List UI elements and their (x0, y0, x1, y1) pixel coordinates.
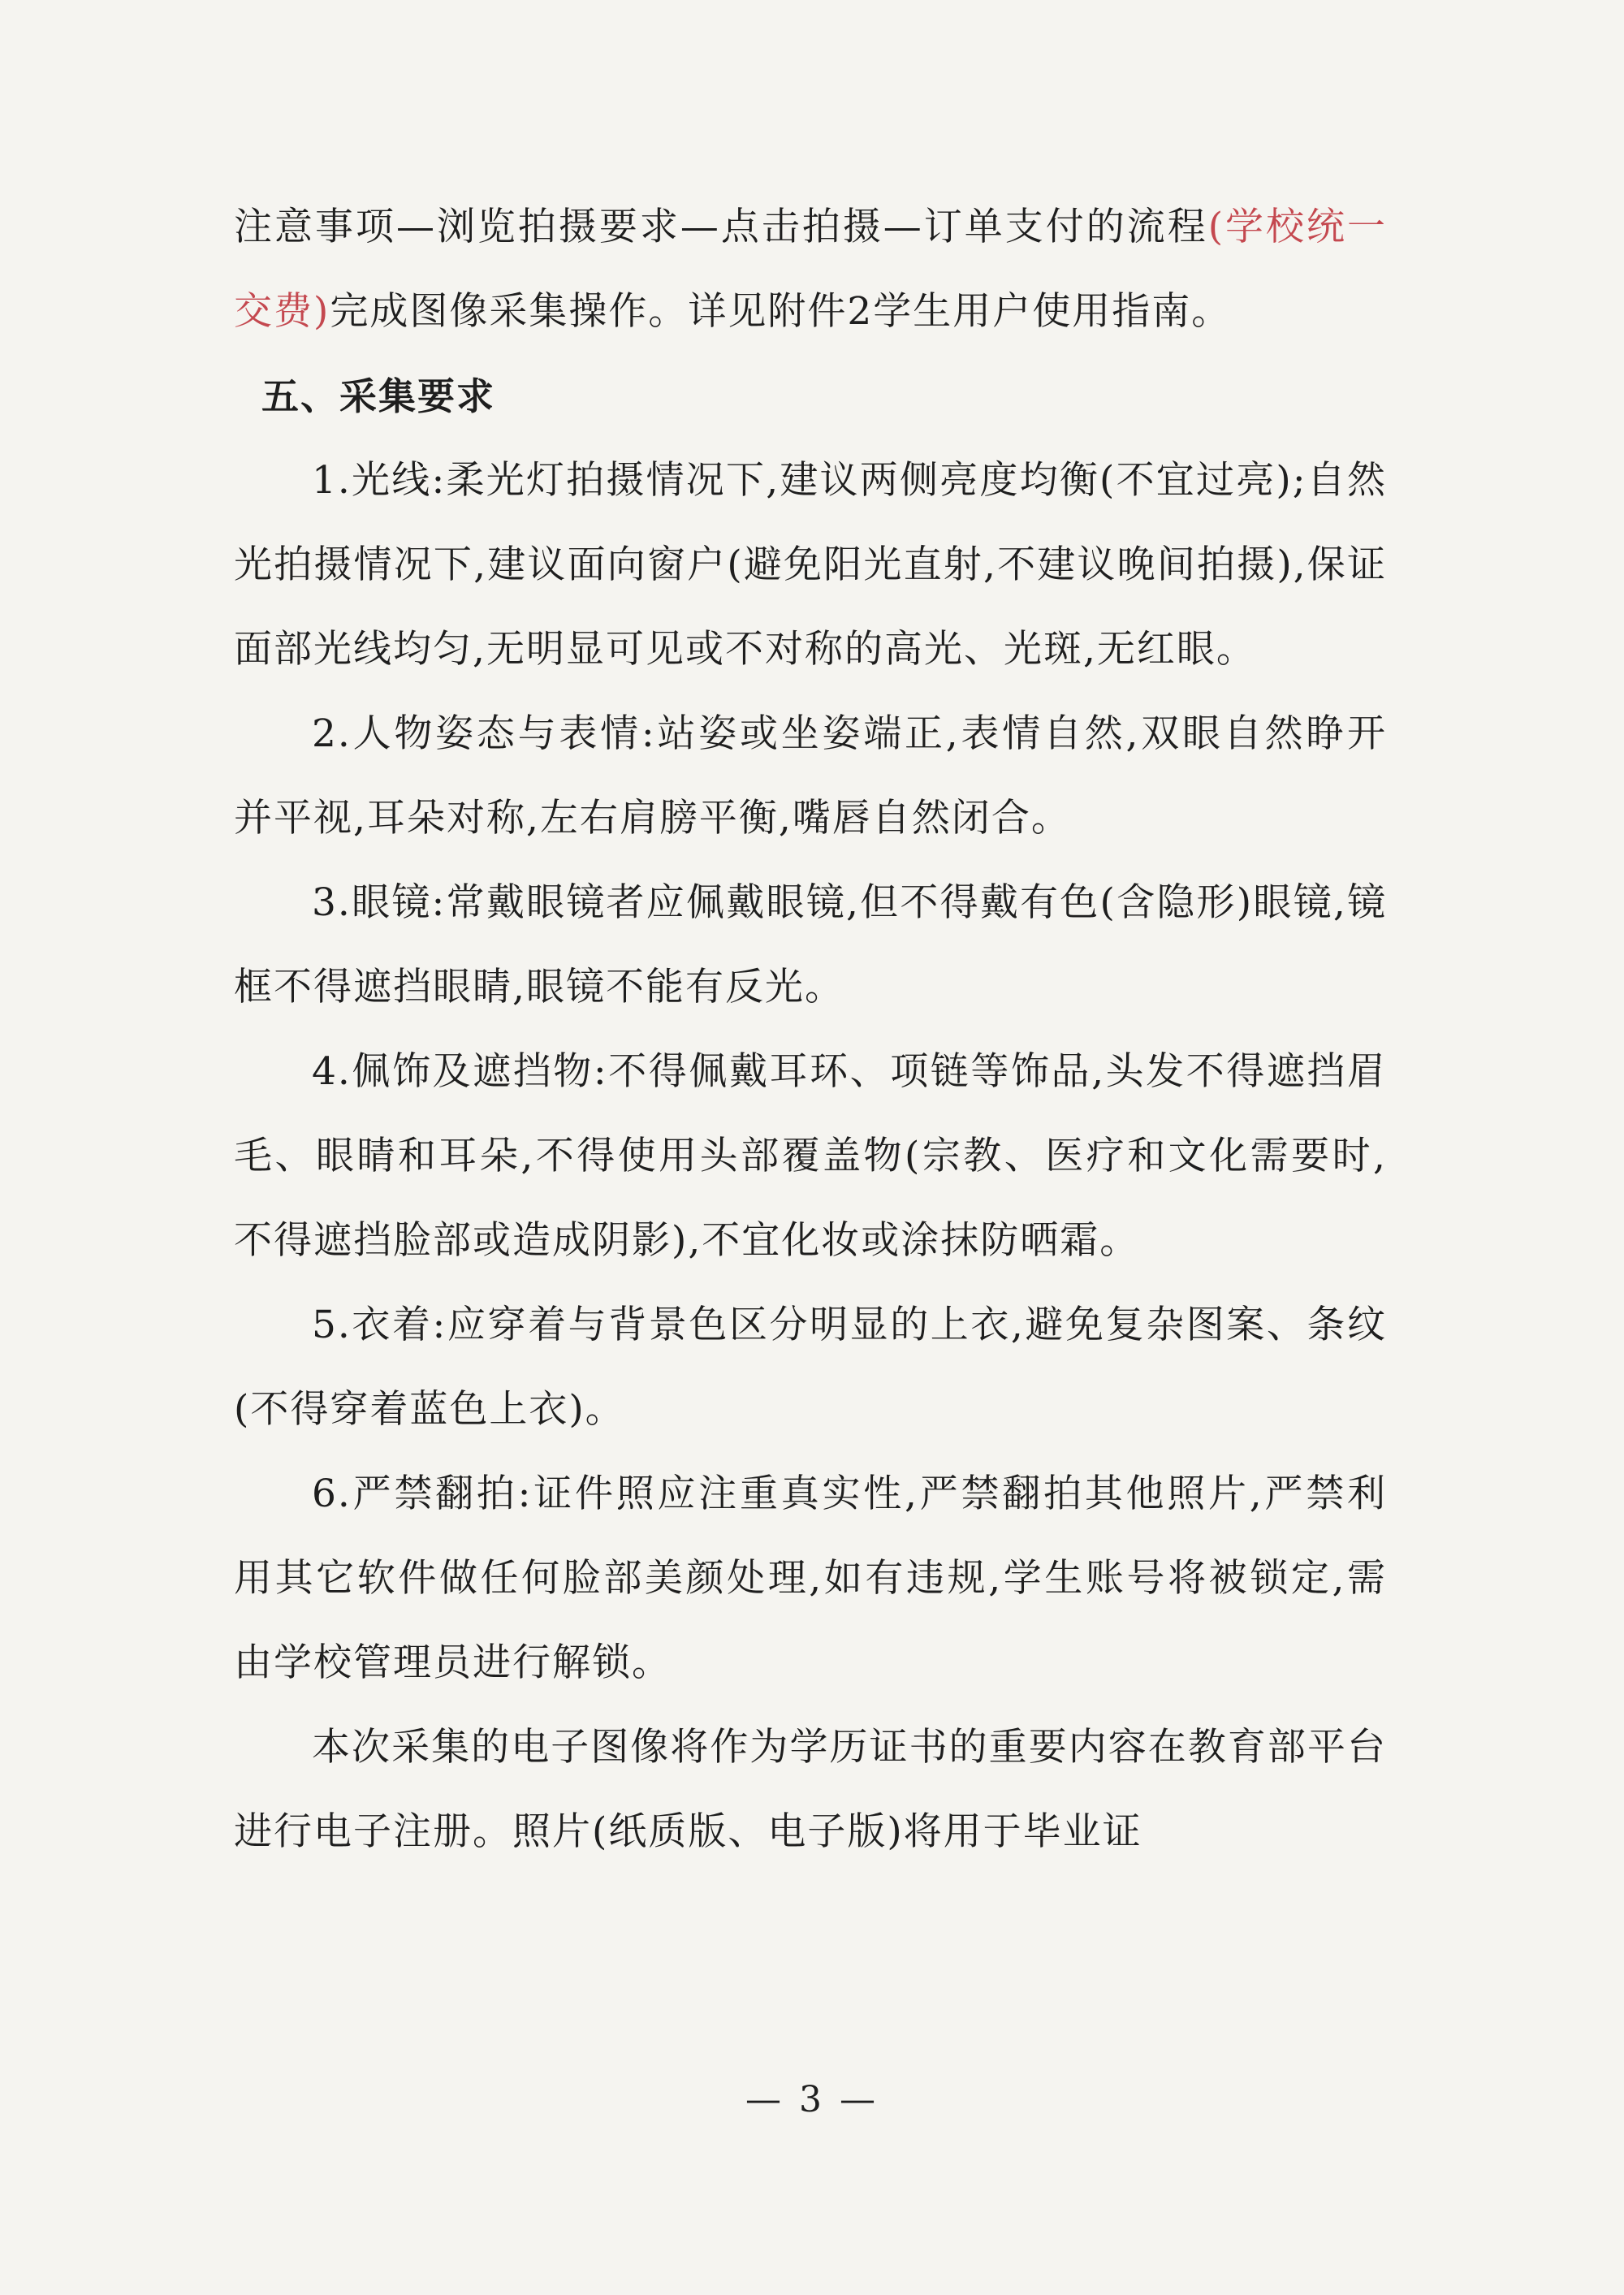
requirement-glasses: 3.眼镜:常戴眼镜者应佩戴眼镜,但不得戴有色(含隐形)眼镜,镜框不得遮挡眼睛,眼镜不能有反光。 (234, 880, 1387, 1009)
section-heading: 五、采集要求 (261, 374, 495, 418)
document-body (234, 185, 1387, 1874)
requirement-clothing: 5.衣着:应穿着与背景色区分明显的上衣,避免复杂图案、条纹(不得穿着蓝色上衣)。 (234, 1303, 1387, 1432)
intro-highlight: (学校统一交费) (234, 205, 1388, 334)
requirement-lighting: 1.光线:柔光灯拍摄情况下,建议两侧亮度均衡(不宜过亮);自然光拍摄情况下,建议面向窗户(避免阳光直射,不建议晚间拍摄),保证面部光线均匀,无明显可见或不对称的高光、光斑,无红眼。 (234, 458, 1387, 672)
intro-text: 注意事项—浏览拍摄要求—点击拍摄—订单支付的流程 (234, 205, 1208, 249)
requirement-accessories: 4.佩饰及遮挡物:不得佩戴耳环、项链等饰品,头发不得遮挡眉毛、眼睛和耳朵,不得使用头部覆盖物(宗教、医疗和文化需要时,不得遮挡脸部或造成阴影),不宜化妆或涂抹防晒霜。 (234, 1049, 1387, 1263)
closing-paragraph: 本次采集的电子图像将作为学历证书的重要内容在教育部平台进行电子注册。照片(纸质版、电子版)将用于毕业证 (234, 1725, 1387, 1854)
intro-paragraph (234, 185, 1387, 354)
page-number: — 3 — (745, 2079, 879, 2120)
requirement-no-retake: 6.严禁翻拍:证件照应注重真实性,严禁翻拍其他照片,严禁利用其它软件做任何脸部美颜处理,如有违规,学生账号将被锁定,需由学校管理员进行解锁。 (234, 1472, 1387, 1685)
requirement-posture: 2.人物姿态与表情:站姿或坐姿端正,表情自然,双眼自然睁开并平视,耳朵对称,左右肩膀平衡,嘴唇自然闭合。 (234, 711, 1387, 841)
intro-text-end: 完成图像采集操作。详见附件2学生用户使用指南。 (330, 289, 1232, 334)
